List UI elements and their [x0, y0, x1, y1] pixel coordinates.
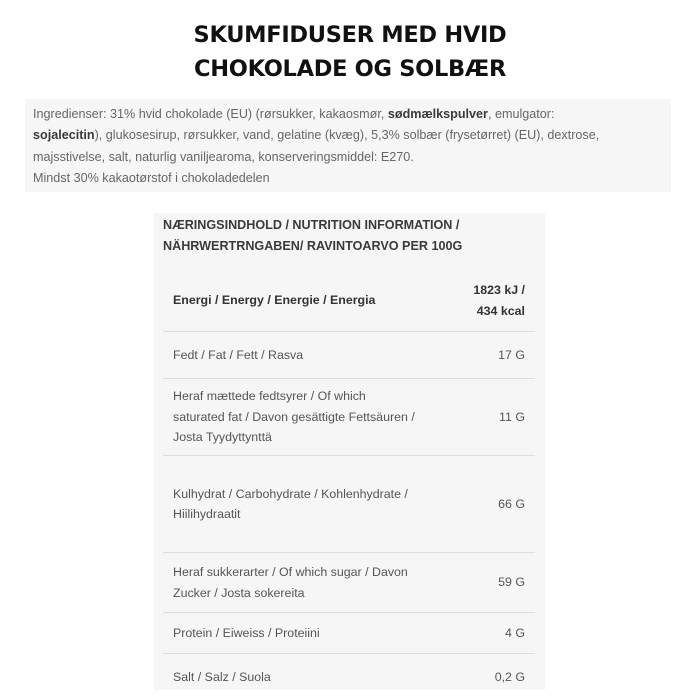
- nutrition-table: [154, 213, 545, 690]
- nutrient-value: [463, 623, 535, 644]
- nutrient-value-line: 1823 kJ /: [473, 283, 525, 297]
- nutrient-value-line: 434 kcal: [476, 303, 525, 318]
- nutrition-heading-line-2: NÄHRWERTRNGABEN/ RAVINTOARVO PER 100G: [163, 239, 463, 253]
- nutrient-label: [163, 484, 463, 525]
- ingredients-line-2: [33, 125, 665, 146]
- cocoa-solids-note: Mindst 30% kakaotørstof i chokoladedelen: [33, 170, 270, 185]
- nutrient-label: [163, 345, 463, 366]
- nutrient-label: [163, 623, 463, 644]
- ingredients-box: [25, 99, 671, 192]
- ingredients-text: Ingredienser: 31% hvid chokolade (EU) (rørsukker, kakaosmør,: [33, 107, 388, 121]
- nutrient-label-line: Fedt / Fat / Fett / Rasva: [173, 347, 304, 362]
- nutrient-label-line: Protein / Eiweiss / Proteiini: [173, 625, 320, 640]
- nutrient-label: [163, 386, 463, 448]
- allergen-milk: sødmælkspulver: [387, 107, 488, 121]
- nutrient-value-line: 4 G: [505, 625, 525, 640]
- nutrient-value: [463, 667, 535, 688]
- product-title-line-1: SKUMFIDUSER MED HVID: [193, 22, 507, 48]
- nutrient-label-line: Salt / Salz / Suola: [173, 669, 271, 684]
- nutrition-row-carbohydrate: [163, 456, 535, 553]
- nutrient-value: [463, 345, 535, 366]
- nutrient-value: [463, 407, 535, 428]
- nutrition-row-energy: [163, 270, 535, 332]
- nutrient-label-line: Energi / Energy / Energie / Energia: [173, 293, 376, 308]
- nutrition-row-protein: [163, 613, 535, 654]
- allergen-soy: sojalecitin: [33, 128, 95, 143]
- product-title: [0, 18, 700, 86]
- ingredients-text: , emulgator:: [487, 107, 555, 121]
- nutrient-value: [463, 572, 535, 593]
- nutrient-value-line: 66 G: [498, 496, 525, 511]
- nutrient-value-line: 11 G: [499, 409, 525, 424]
- nutrient-label: [163, 290, 463, 311]
- ingredients-text: ), glukosesirup, rørsukker, vand, gelatine (kvæg), 5,3% solbær (frysetørret) (EU), dextrose,: [94, 128, 600, 143]
- nutrition-row-fat: [163, 332, 535, 379]
- nutrient-label-line: Zucker / Josta sokereita: [173, 585, 305, 600]
- nutrient-label-line: Kulhydrat / Carbohydrate / Kohlenhydrate /: [173, 486, 408, 501]
- nutrient-value: [463, 280, 535, 321]
- nutrition-row-sugar: [163, 553, 535, 613]
- nutrient-label-line: Josta Tyydyttynttä: [173, 430, 272, 445]
- nutrition-row-saturated-fat: [163, 379, 535, 456]
- nutrient-value-line: 17 G: [498, 347, 525, 362]
- product-title-line-2: CHOKOLADE OG SOLBÆR: [194, 56, 506, 82]
- nutrient-label-line: saturated fat / Davon gesättigte Fettsäuren /: [173, 409, 415, 424]
- nutrient-label: [163, 562, 463, 603]
- nutrient-value-line: 0,2 G: [494, 669, 525, 684]
- nutrient-label-line: Heraf mættede fedtsyrer / Of which: [173, 389, 366, 404]
- nutrient-value-line: 59 G: [498, 575, 525, 590]
- nutrient-value: [463, 494, 535, 515]
- nutrition-row-salt: [163, 654, 535, 700]
- nutrient-label-line: Hiilihydraatit: [173, 507, 241, 521]
- ingredients-line-1: [33, 104, 665, 125]
- nutrition-heading: [163, 215, 533, 257]
- nutrition-heading-line-1: NÆRINGSINDHOLD / NUTRITION INFORMATION /: [163, 218, 460, 232]
- nutrient-label: [163, 667, 463, 688]
- nutrient-label-line: Heraf sukkerarter / Of which sugar / Davon: [173, 565, 408, 579]
- ingredients-line-3: majsstivelse, salt, naturlig vaniljearoma, konserveringsmiddel: E270.: [33, 149, 414, 164]
